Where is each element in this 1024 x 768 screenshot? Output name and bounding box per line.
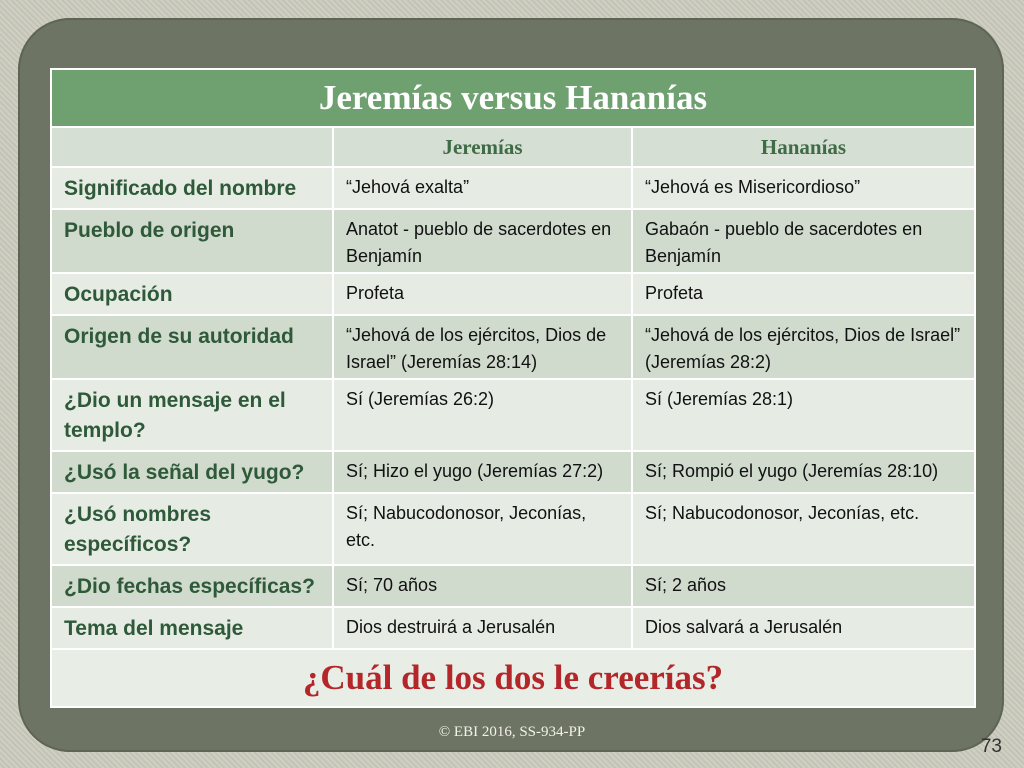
table-row	[51, 379, 975, 451]
title-row	[51, 69, 975, 127]
table-row	[51, 607, 975, 649]
cell-hananias: Gabaón - pueblo de sacerdotes en Benjamín	[632, 209, 975, 273]
cell-hananias: “Jehová de los ejércitos, Dios de Israel” (Jeremías 28:2)	[632, 315, 975, 379]
row-label: Pueblo de origen	[51, 209, 333, 273]
cell-hananias: Sí; 2 años	[632, 565, 975, 607]
row-label: Significado del nombre	[51, 167, 333, 209]
copyright-notice: © EBI 2016, SS-934-PP	[438, 724, 586, 740]
cell-hananias: Sí (Jeremías 28:1)	[632, 379, 975, 451]
cell-hananias: “Jehová es Misericordioso”	[632, 167, 975, 209]
column-header-hananias: Hananías	[632, 127, 975, 167]
cell-jeremias: Anatot - pueblo de sacerdotes en Benjamín	[333, 209, 632, 273]
column-header-jeremias: Jeremías	[333, 127, 632, 167]
comparison-table-container	[50, 68, 974, 708]
comparison-table	[50, 68, 976, 708]
cell-hananias: Profeta	[632, 273, 975, 315]
table-row	[51, 451, 975, 493]
cell-jeremias: Sí (Jeremías 26:2)	[333, 379, 632, 451]
table-row	[51, 315, 975, 379]
cell-jeremias: Sí; 70 años	[333, 565, 632, 607]
cell-jeremias: Sí; Hizo el yugo (Jeremías 27:2)	[333, 451, 632, 493]
row-label: Ocupación	[51, 273, 333, 315]
table-row	[51, 565, 975, 607]
cell-jeremias: Dios destruirá a Jerusalén	[333, 607, 632, 649]
closing-question: ¿Cuál de los dos le creerías?	[51, 649, 975, 707]
row-label: ¿Dio un mensaje en el templo?	[51, 379, 333, 451]
cell-hananias: Sí; Rompió el yugo (Jeremías 28:10)	[632, 451, 975, 493]
table-title: Jeremías versus Hananías	[51, 69, 975, 127]
table-row	[51, 273, 975, 315]
cell-jeremias: Sí; Nabucodonosor, Jeconías, etc.	[333, 493, 632, 565]
cell-jeremias: Profeta	[333, 273, 632, 315]
row-label: Tema del mensaje	[51, 607, 333, 649]
table-row	[51, 167, 975, 209]
table-row	[51, 493, 975, 565]
cell-hananias: Dios salvará a Jerusalén	[632, 607, 975, 649]
row-label: ¿Usó nombres específicos?	[51, 493, 333, 565]
cell-hananias: Sí; Nabucodonosor, Jeconías, etc.	[632, 493, 975, 565]
question-row	[51, 649, 975, 707]
slide-page-number: 73	[980, 736, 1002, 757]
column-header-empty	[51, 127, 333, 167]
row-label: ¿Usó la señal del yugo?	[51, 451, 333, 493]
row-label: Origen de su autoridad	[51, 315, 333, 379]
column-header-row	[51, 127, 975, 167]
cell-jeremias: “Jehová exalta”	[333, 167, 632, 209]
row-label: ¿Dio fechas específicas?	[51, 565, 333, 607]
table-row	[51, 209, 975, 273]
cell-jeremias: “Jehová de los ejércitos, Dios de Israel” (Jeremías 28:14)	[333, 315, 632, 379]
